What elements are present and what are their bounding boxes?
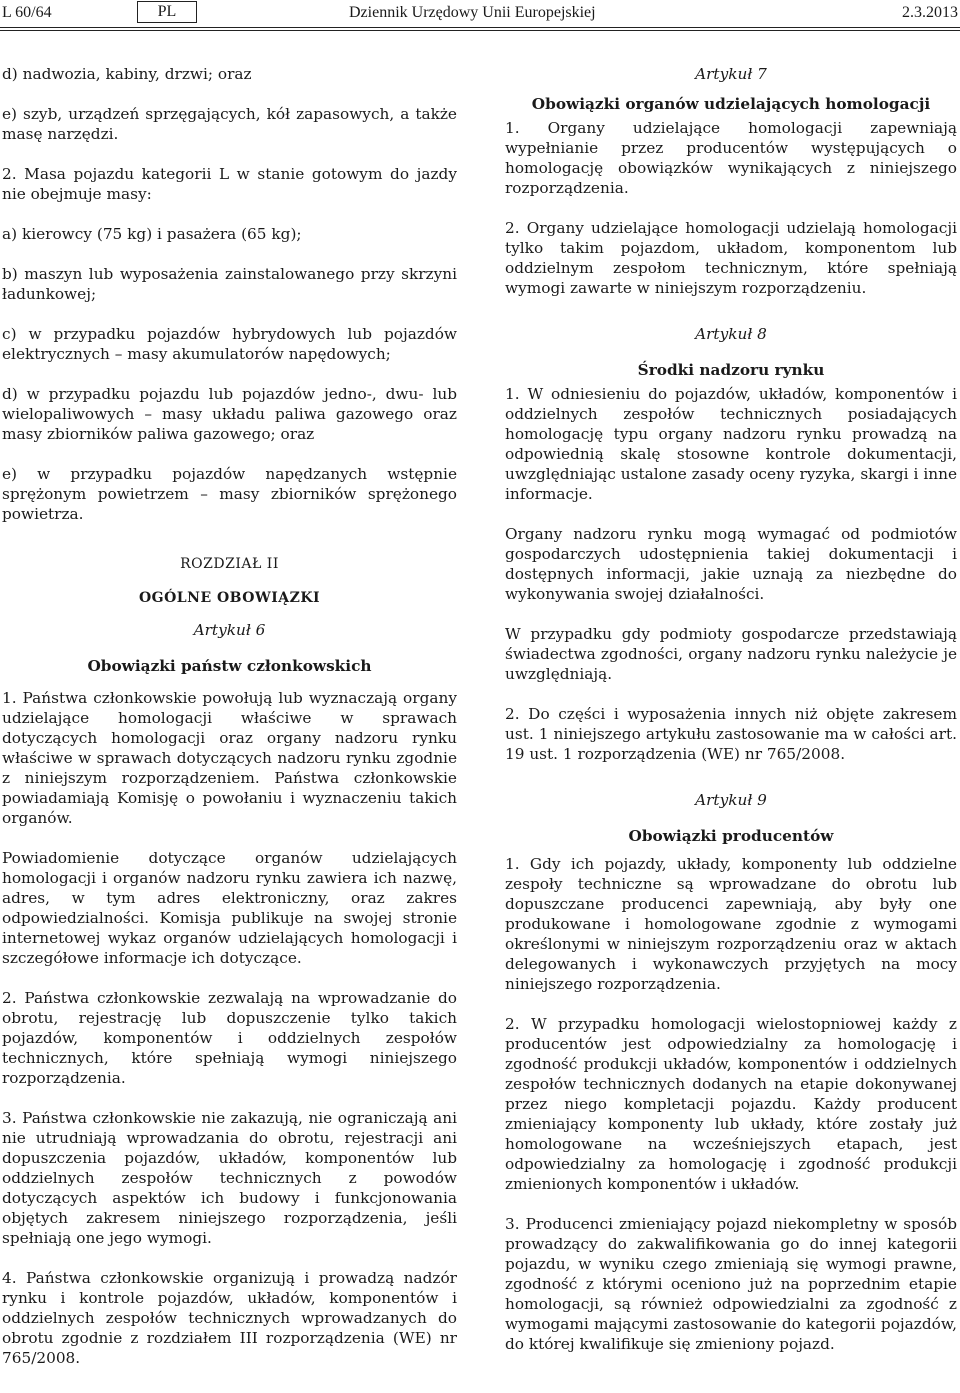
paragraph: 4. Państwa członkowskie organizują i prowadzą nadzór rynku i kontrole pojazdów, układów, komponentów i oddzielnych zespołów technicznych wprowadzanych do obrotu zgodnie z rozdziałem III rozporządzenia (WE) nr 765/2008. <box>2 1269 457 1367</box>
paragraph: 1. W odniesieniu do pojazdów, układów, komponentów i oddzielnych zespołów technicznych posiadających homologację typu organy nadzoru rynku prowadzą na odpowiednią skalę stosowne kontrole dokumentacji, uwzględniając ustalone zasady oceny ryzyka, skargi i inne informacje. <box>505 385 957 503</box>
chapter-number: ROZDZIAŁ II <box>180 556 279 572</box>
paragraph: 3. Państwa członkowskie nie zakazują, nie ograniczają ani nie utrudniają wprowadzania do obrotu, rejestracji ani dopuszczenia pojazdów, układów, komponentów lub oddzielnych zespołów technicznych z powodów dotyczących aspektów ich budowy i funkcjonowania objętych zakresem niniejszego rozporządzenia, jeśli spełniają one jego wymogi. <box>2 1109 457 1247</box>
paragraph: d) w przypadku pojazdu lub pojazdów jedno-, dwu- lub wielopaliwowych – masy układu paliwa gazowego oraz masy zbiorników paliwa gazowego; oraz <box>2 385 457 443</box>
article-6-heading: Artykuł 6 <box>193 621 266 639</box>
page-number: L 60/64 <box>2 4 52 21</box>
paragraph: 2. Państwa członkowskie zezwalają na wprowadzanie do obrotu, rejestrację lub dopuszczenie tylko takich pojazdów, komponentów i oddzielnych zespołów technicznych, które spełniają wymogi niniejszego rozporządzenia. <box>2 989 457 1087</box>
header-rule-bottom <box>0 30 960 31</box>
paragraph: 2. Masa pojazdu kategorii L w stanie gotowym do jazdy nie obejmuje masy: <box>2 165 457 203</box>
paragraph: e) w przypadku pojazdów napędzanych wstępnie sprężonym powietrzem – masy zbiorników sprężonego powietrza. <box>2 465 457 523</box>
paragraph: Powiadomienie dotyczące organów udzielających homologacji i organów nadzoru rynku zawiera ich nazwę, adres, w tym adres elektroniczny, oraz zakres odpowiedzialności. Komisja publikuje na swojej stronie internetowej wykaz organów udzielających homologacji i szczegółowe informacje ich dotyczące. <box>2 849 457 967</box>
left-column <box>2 64 457 1368</box>
paragraph: e) szyb, urządzeń sprzęgających, kół zapasowych, a także masę narzędzi. <box>2 105 457 143</box>
paragraph: 2. Organy udzielające homologacji udzielają homologacji tylko takim pojazdom, układom, komponentom lub oddzielnym zespołom technicznym, które spełniają wymogi zawarte w niniejszym rozporządzeniu. <box>505 219 957 297</box>
article-9-heading: Artykuł 9 <box>695 791 767 809</box>
paragraph: 1. Gdy ich pojazdy, układy, komponenty lub oddzielne zespoły techniczne są wprowadzane do obrotu lub dopuszczane producenci zapewniają, aby były one produkowane i homologowane zgodnie z wymogami określonymi w niniejszym rozporządzeniu oraz w aktach delegowanych i wykonawczych przyjętych na mocy niniejszego rozporządzenia. <box>505 855 957 993</box>
chapter-title: OGÓLNE OBOWIĄZKI <box>138 590 321 606</box>
journal-title: Dziennik Urzędowy Unii Europejskiej <box>349 4 596 21</box>
article-8-title: Środki nadzoru rynku <box>637 361 825 379</box>
paragraph: W przypadku gdy podmioty gospodarcze przedstawiają świadectwa zgodności, organy nadzoru rynku należycie je uwzględniają. <box>505 625 957 683</box>
article-7-heading: Artykuł 7 <box>695 65 767 83</box>
paragraph: b) maszyn lub wyposażenia zainstalowanego przy skrzyni ładunkowej; <box>2 265 457 303</box>
paragraph: c) w przypadku pojazdów hybrydowych lub pojazdów elektrycznych – masy akumulatorów napędowych; <box>2 325 457 363</box>
publication-date: 2.3.2013 <box>902 4 958 21</box>
right-column <box>505 64 957 1354</box>
paragraph: a) kierowcy (75 kg) i pasażera (65 kg); <box>2 225 302 243</box>
paragraph: 1. Organy udzielające homologacji zapewniają wypełnianie przez producentów występujących o homologację obowiązków wynikających z niniejszego rozporządzenia. <box>505 119 957 197</box>
header-rule-top <box>0 27 960 28</box>
paragraph: 1. Państwa członkowskie powołują lub wyznaczają organy udzielające homologacji właściwe w sprawach dotyczących homologacji oraz organy nadzoru rynku właściwe w sprawach dotyczących nadzoru rynku zgodnie z niniejszym rozporządzeniem. Państwa członkowskie powiadamiają Komisję o powołaniu i wyznaczeniu takich organów. <box>2 689 457 827</box>
paragraph: d) nadwozia, kabiny, drzwi; oraz <box>2 65 252 83</box>
language-badge: PL <box>137 1 197 23</box>
paragraph: Organy nadzoru rynku mogą wymagać od podmiotów gospodarczych udostępnienia takiej dokumentacji i dostępnych informacji, jakie uznają za niezbędne do wykonywania swojej działalności. <box>505 525 957 603</box>
article-9-title: Obowiązki producentów <box>628 827 834 845</box>
article-8-heading: Artykuł 8 <box>695 325 767 343</box>
paragraph: 2. Do części i wyposażenia innych niż objęte zakresem ust. 1 niniejszego artykułu zastosowanie ma w całości art. 19 ust. 1 rozporządzenia (WE) nr 765/2008. <box>505 705 957 763</box>
paragraph: 2. W przypadku homologacji wielostopniowej każdy z producentów jest odpowiedzialny za homologację i zgodność produkcji układów, komponentów i oddzielnych zespołów technicznych dodanych na etapie dokonywanej przez niego kompletacji pojazdu. Każdy producent zmieniający komponenty lub układy, które zostały już homologowane na wcześniejszych etapach, jest odpowiedzialny za homologację i zgodność produkcji zmienionych komponentów i układów. <box>505 1015 957 1193</box>
paragraph: 3. Producenci zmieniający pojazd niekompletny w sposób prowadzący do zakwalifikowania go do innej kategorii pojazdu, w wyniku czego zmieniają się wymogi prawne, zgodność z którymi oceniono już na poprzednim etapie homologacji, są również odpowiedzialni za zgodność z wymogami mającymi zastosowanie do kategorii pojazdów, do której kwalifikuje się zmieniony pojazd. <box>505 1215 957 1353</box>
article-7-title: Obowiązki organów udzielających homologacji <box>531 95 931 113</box>
page-header <box>0 0 960 26</box>
article-6-title: Obowiązki państw członkowskich <box>87 657 372 675</box>
